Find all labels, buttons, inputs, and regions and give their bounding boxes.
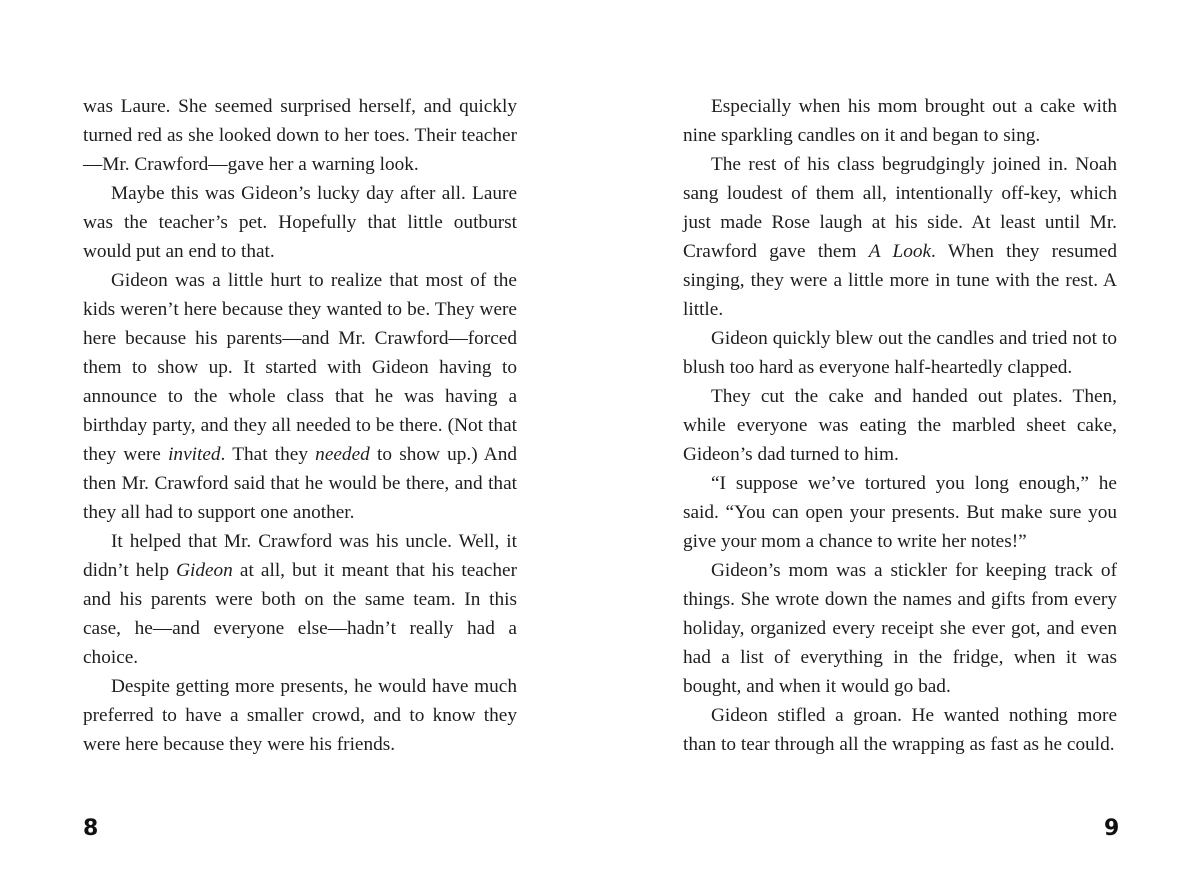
italic-text: A Look bbox=[868, 241, 932, 262]
text-run: “I suppose we’ve tortured you long enough,” he said. “You can open your presents. But make sure you give your mom a chance to write her notes!” bbox=[683, 473, 1117, 552]
page-number-right: 9 bbox=[1104, 816, 1120, 841]
body-paragraph bbox=[83, 266, 517, 527]
body-paragraph bbox=[83, 527, 517, 672]
italic-text: needed bbox=[315, 444, 370, 465]
italic-text: Gideon bbox=[176, 560, 233, 581]
text-run: at all, but it meant that his teacher and his parents were both on the same team. In this case, he—and everyone else—hadn’t really had a choice. bbox=[83, 560, 517, 668]
text-run: Despite getting more presents, he would have much preferred to have a smaller crowd, and to know they were here because they were his friends. bbox=[83, 676, 517, 755]
text-run: . That they bbox=[220, 444, 316, 465]
text-run: It helped that Mr. Crawford was his uncle. Well, it didn’t help bbox=[83, 531, 517, 581]
left-page bbox=[83, 92, 517, 759]
text-run: Gideon’s mom was a stickler for keeping track of things. She wrote down the names and gifts from every holiday, organized every receipt she ever got, and even had a list of everything in the fridge, when it was bought, and when it would go bad. bbox=[683, 560, 1117, 697]
body-paragraph bbox=[683, 150, 1117, 324]
body-paragraph bbox=[683, 324, 1117, 382]
body-paragraph bbox=[683, 92, 1117, 150]
text-run: The rest of his class begrudgingly joined in. Noah sang loudest of them all, intentionally off-key, which just made Rose laugh at his side. At least until Mr. Crawford gave them bbox=[683, 154, 1117, 262]
body-paragraph bbox=[683, 382, 1117, 469]
italic-text: invited bbox=[168, 444, 221, 465]
text-run: Especially when his mom brought out a cake with nine sparkling candles on it and began to sing. bbox=[683, 96, 1117, 146]
text-run: was Laure. She seemed surprised herself, and quickly turned red as she looked down to her toes. Their teacher—Mr. Crawford—gave her a warning look. bbox=[83, 96, 517, 175]
page-number-left: 8 bbox=[83, 816, 99, 841]
text-run: Gideon stifled a groan. He wanted nothing more than to tear through all the wrapping as fast as he could. bbox=[683, 705, 1117, 755]
body-paragraph bbox=[83, 672, 517, 759]
body-paragraph bbox=[83, 92, 517, 179]
right-page bbox=[683, 92, 1117, 759]
text-run: Gideon quickly blew out the candles and tried not to blush too hard as everyone half-heartedly clapped. bbox=[683, 328, 1117, 378]
text-run: They cut the cake and handed out plates. Then, while everyone was eating the marbled sheet cake, Gideon’s dad turned to him. bbox=[683, 386, 1117, 465]
body-paragraph bbox=[83, 179, 517, 266]
body-paragraph bbox=[683, 556, 1117, 701]
text-run: Maybe this was Gideon’s lucky day after all. Laure was the teacher’s pet. Hopefully that little outburst would put an end to that. bbox=[83, 183, 517, 262]
body-paragraph bbox=[683, 701, 1117, 759]
body-paragraph bbox=[683, 469, 1117, 556]
text-run: . When they resumed singing, they were a little more in tune with the rest. A little. bbox=[683, 241, 1117, 320]
text-run: Gideon was a little hurt to realize that most of the kids weren’t here because they wanted to be. They were here because his parents—and Mr. Crawford—forced them to show up. It started with Gideon having to announce to the whole class that he was having a birthday party, and they all needed to be there. (Not that they were bbox=[83, 270, 517, 465]
text-run: to show up.) And then Mr. Crawford said that he would be there, and that they all had to support one another. bbox=[83, 444, 517, 523]
